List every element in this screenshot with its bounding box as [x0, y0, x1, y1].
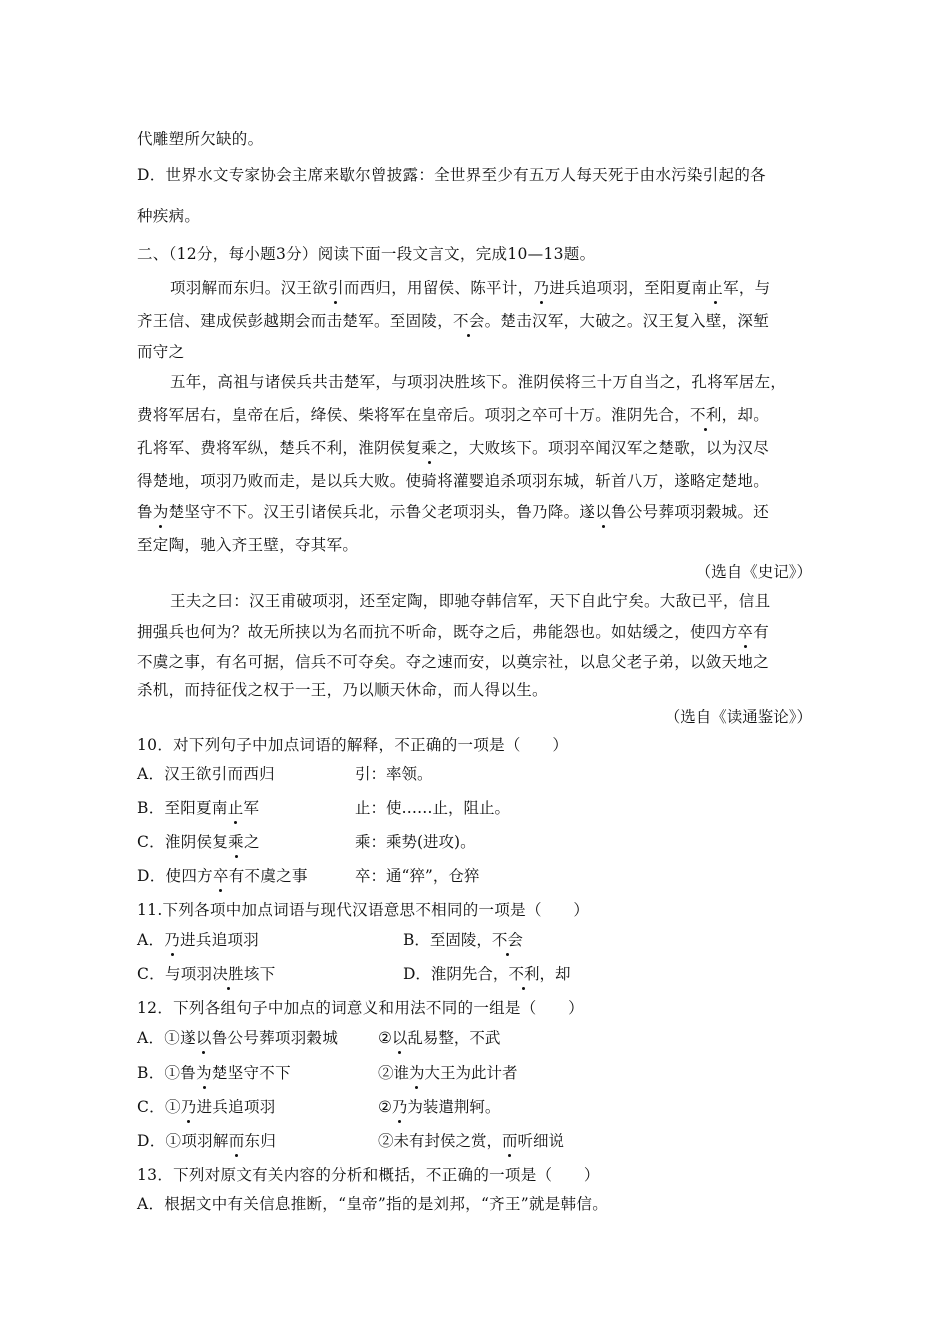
text-run: 有不虞之事 [228, 867, 308, 885]
option-a: A．根据文中有关信息推断，“皇帝”指的是刘邦，“齐王”就是韩信。 [137, 1195, 608, 1213]
option-b [403, 928, 523, 950]
text-run: 鲁 [137, 503, 153, 521]
option-b-second [378, 1061, 518, 1083]
section-header: 二、（12分，每小题3分）阅读下面一段文言文，完成10—13题。 [137, 245, 596, 263]
dotted-word: 不会 [453, 309, 485, 331]
dotted-word: 为 [153, 500, 169, 522]
text-run: ② [378, 1098, 392, 1116]
passage-line: 王夫之曰：汉王甫破项羽，还至定陶，即驰夺韩信军，天下自此宁矣。大敌已平，信且 [170, 592, 771, 610]
dotted-word: 乃 [533, 276, 549, 298]
text-run: 进兵追项羽 [196, 1098, 276, 1116]
text-line: D．世界水文专家协会主席来歇尔曾披露：全世界至少有五万人每天死于由水污染引起的各 [137, 166, 766, 184]
text-run: 而西归 [227, 765, 275, 783]
passage-line: 而守之 [137, 343, 185, 361]
text-run: C．淮阴侯复 [137, 833, 229, 851]
text-run: 楚坚守不下 [211, 1064, 291, 1082]
option-d [403, 962, 570, 984]
text-run: 之，大败垓下。项羽卒闻汉军之楚歌，以为汉尽 [437, 439, 770, 457]
option-c-second [378, 1095, 500, 1117]
text-run: 楚坚守不下。汉王引诸侯兵北，示鲁父老项羽头，鲁乃降。遂 [168, 503, 596, 521]
text-run: 进兵追项羽，至阳夏南 [549, 279, 708, 297]
dotted-word: 止 [707, 276, 723, 298]
text-run: B．至阳夏南 [137, 799, 228, 817]
question-stem: 13．下列对原文有关内容的分析和概括，不正确的一项是（ ） [137, 1166, 600, 1184]
dotted-word: 以 [595, 500, 611, 522]
dotted-word: 以 [392, 1026, 408, 1048]
text-run: 。楚击汉军，大破之。汉王复入壁，深堑 [484, 312, 770, 330]
option-b [137, 796, 259, 818]
question-stem: 12．下列各组句子中加点的词意义和用法不同的一组是（ ） [137, 999, 584, 1017]
text-run: 而西归，用留侯、陈平计， [343, 279, 534, 297]
passage-line [137, 436, 769, 458]
dotted-word: 乃 [181, 1095, 197, 1117]
dotted-word: 决胜 [212, 962, 244, 984]
option-c-explanation: 乘：乘势(进攻)。 [355, 833, 476, 851]
option-d [137, 1129, 276, 1151]
dotted-word: 为 [196, 1061, 212, 1083]
text-run: 军 [243, 799, 260, 817]
passage-line: 至定陶，驰入齐王壁，夺其军。 [137, 536, 359, 554]
text-run: ，却。 [721, 406, 770, 424]
text-run: A．汉王欲 [137, 765, 212, 783]
passage-line [137, 309, 769, 331]
text-run: 进兵追项羽 [180, 931, 260, 949]
option-d-second [378, 1129, 564, 1151]
text-run: ②未有封侯之赏， [378, 1132, 503, 1150]
text-run: 乱易整，不武 [407, 1029, 501, 1047]
option-a-explanation: 引：率领。 [355, 765, 433, 783]
option-c [137, 1095, 276, 1117]
dotted-word: 为 [409, 1061, 425, 1083]
option-a-second [378, 1026, 500, 1048]
text-run: A． [137, 931, 165, 949]
text-run: 听细说 [517, 1132, 565, 1150]
dotted-word: 不会 [492, 928, 523, 950]
dotted-word: 止 [228, 796, 244, 818]
text-run: 孔将军、费将军纵，楚兵不利，淮阴侯复 [137, 439, 422, 457]
text-run: ② [378, 1029, 392, 1047]
text-run: D．①项羽解 [137, 1132, 229, 1150]
source-citation: （选自《读通鉴论》） [664, 708, 812, 726]
option-b-explanation: 止：使……止，阻止。 [355, 799, 511, 817]
text-run: B．①鲁 [137, 1064, 197, 1082]
option-a [137, 1026, 338, 1048]
option-d [137, 864, 308, 886]
dotted-word: 不利 [690, 403, 722, 425]
dotted-word: 乘 [228, 830, 244, 852]
text-run: 项羽解而东归。汉王欲 [170, 279, 329, 297]
text-run: 引 [211, 765, 228, 783]
passage-line [137, 403, 769, 425]
text-run: 鲁公号葬项羽穀城 [211, 1029, 339, 1047]
text-line: 代雕塑所欠缺的。 [137, 130, 264, 148]
option-c [137, 962, 276, 984]
dotted-word: 而 [502, 1129, 518, 1151]
text-run: 为装遣荆轲。 [407, 1098, 501, 1116]
text-run: 垓下 [243, 965, 276, 983]
text-run: A．①遂 [137, 1029, 196, 1047]
text-run: 之 [243, 833, 260, 851]
text-run: 费将军居右，皇帝在后，绛侯、柴将军在皇帝后。项羽之卒可十万。淮阴先合， [137, 406, 691, 424]
dotted-word: 卒 [737, 620, 753, 642]
text-run: 鲁公号葬项羽穀城。还 [611, 503, 770, 521]
text-run: B．至固陵， [403, 931, 492, 949]
text-run: D．淮阴先合， [403, 965, 509, 983]
passage-line: 得楚地，项羽乃败而走，是以兵大败。使骑将灌婴追杀项羽东城，斩首八万，遂略定楚地。 [137, 472, 770, 490]
text-run: 齐王信、建成侯彭越期会而击楚军。至固陵， [137, 312, 454, 330]
question-stem: 11.下列各项中加点词语与现代汉语意思不相同的一项是（ ） [137, 901, 590, 919]
dotted-word: 乃 [392, 1095, 408, 1117]
text-line: 种疾病。 [137, 207, 201, 225]
source-citation: （选自《史记》） [695, 563, 812, 581]
text-run: 东归 [244, 1132, 277, 1150]
text-run: ，却 [539, 965, 571, 983]
option-b [137, 1061, 291, 1083]
text-run: C．与项羽 [137, 965, 213, 983]
text-run: 军，与 [723, 279, 771, 297]
dotted-word: 乘 [421, 436, 437, 458]
text-run: ②谁 [378, 1064, 410, 1082]
dotted-word: 引 [328, 276, 344, 298]
option-c [137, 830, 260, 852]
passage-line [170, 276, 770, 298]
dotted-word: 不利 [508, 962, 539, 984]
text-run: 大王为此计者 [424, 1064, 518, 1082]
option-d-explanation: 卒：通“猝”，仓猝 [355, 867, 480, 885]
option-a [137, 928, 259, 950]
passage-line: 杀机，而持征伐之权于一王，乃以顺天休命，而人得以生。 [137, 681, 548, 699]
option-a [137, 762, 275, 784]
question-stem: 10．对下列句子中加点词语的解释，不正确的一项是（ ） [137, 736, 569, 754]
passage-line [137, 620, 769, 642]
dotted-word: 以 [196, 1026, 212, 1048]
text-run: D．使四方 [137, 867, 213, 885]
passage-line [137, 500, 769, 522]
dotted-word: 而 [229, 1129, 245, 1151]
dotted-word: 乃 [164, 928, 180, 950]
text-run: C．① [137, 1098, 181, 1116]
dotted-word: 卒 [213, 864, 229, 886]
passage-line: 五年，高祖与诸侯兵共击楚军，与项羽决胜垓下。淮阴侯将三十万自当之，孔将军居左， [170, 373, 787, 391]
passage-line: 不虞之事，有名可据，信兵不可夺矣。夺之速而安，以奠宗社，以息父老子弟，以敛天地之 [137, 653, 770, 671]
text-run: 有 [753, 623, 770, 641]
text-run: 拥强兵也何为？故无所挟以为名而抗不听命，既夺之后，弗能怨也。如姑缓之，使四方 [137, 623, 738, 641]
